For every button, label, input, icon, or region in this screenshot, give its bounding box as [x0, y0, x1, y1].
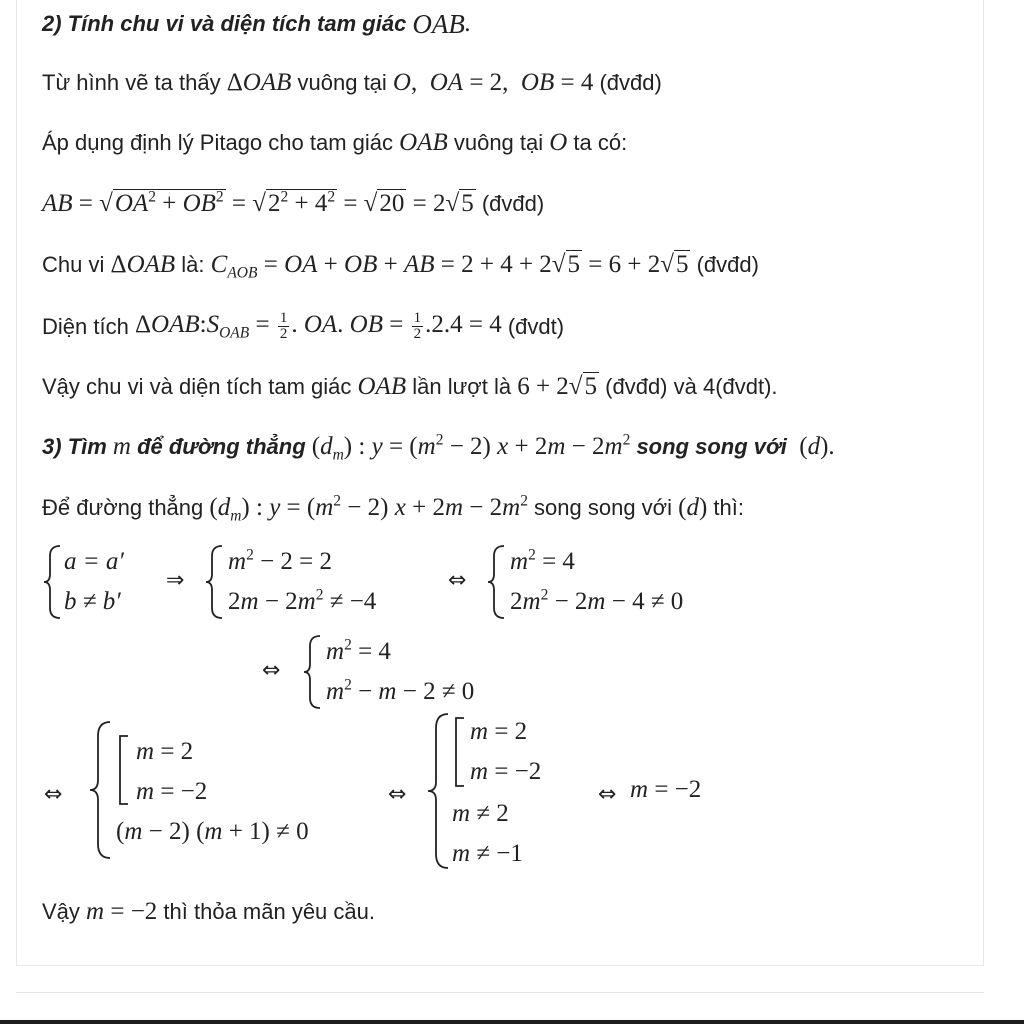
perimeter-formula: Chu vi ΔOAB là: $C_{AOB}$ = OA + OB + AB = 2 + 4 + 2√5 = 6 + 2√5 (đvđd) [42, 251, 759, 282]
equivalent-arrow: ⇔ [448, 568, 467, 593]
section-2-heading: 2) Tính chu vi và diện tích tam giác OAB . [42, 9, 472, 39]
separator-line [16, 992, 984, 993]
bracket-sys6 [452, 716, 466, 788]
system-6: m = 2 m = −2 [470, 718, 542, 785]
area-formula: Diện tích $\Delta OAB:S_{OAB}$ = $\frac{1}{2}$ . OA. OB = $\frac{1}{2}$ .2.4 = 4 (đvdt) [42, 310, 565, 342]
brace-sys4 [302, 634, 324, 710]
right-triangle-statement: Từ hình vẽ ta thấy ΔOAB vuông tại O, OA = 2, OB = 4 (đvđd) [42, 69, 662, 96]
pythagoras-statement: Áp dụng định lý Pitago cho tam giác OAB vuông tại O ta có: [42, 129, 628, 156]
section-3-heading: 3) Tìm m để đường thẳng $(d_m)$ : $y = (m^2 - 2) x + 2m - 2m^2$ song song với (d). [42, 431, 835, 464]
system-5-factor-row: (m − 2) (m + 1) ≠ 0 [116, 818, 309, 845]
system-4: $m^2 = 4$ $m^2 - m - 2 \ne 0$ [326, 636, 475, 705]
section-3-conclusion: Vậy m = −2 thì thỏa mãn yêu cầu. [42, 898, 375, 925]
system-3: $m^2 = 4$ $2m^2 - 2m - 4 \ne 0$ [510, 546, 684, 615]
sys1-row-1: a = a′ [64, 548, 124, 575]
brace-sys6 [426, 712, 452, 870]
ab-length-formula: AB = $√OA^2 + OB^2 = √2^2 + 4^2 = √20 = 2√5$ (đvđd) [42, 188, 545, 217]
bracket-sys5 [116, 734, 130, 806]
brace-sys2 [204, 544, 226, 620]
brace-sys1 [42, 544, 64, 620]
system-2: $m^2 - 2 = 2$ $2m - 2m^2 \ne -4$ [228, 546, 377, 615]
system-6-lower: m ≠ 2 m ≠ −1 [452, 800, 523, 867]
final-result: m = −2 [630, 776, 702, 803]
implies-arrow: ⇒ [166, 568, 185, 593]
brace-sys3 [486, 544, 508, 620]
equivalent-arrow: ⇔ [388, 782, 407, 807]
section-2-conclusion: Vậy chu vi và diện tích tam giác OAB lần lượt là 6 + 2√5 (đvđd) và 4(đvdt). [42, 373, 778, 400]
equivalent-arrow: ⇔ [598, 782, 617, 807]
sys1-row-2: b ≠ b′ [64, 588, 121, 615]
system-1 [64, 542, 124, 622]
system-5: m = 2 m = −2 [136, 738, 208, 805]
equivalent-arrow: ⇔ [262, 658, 281, 683]
brace-sys5 [88, 720, 114, 860]
bottom-bar [0, 1020, 1024, 1024]
parallel-condition-statement: Để đường thẳng $(d_m)$ : $y = (m^2 - 2) x + 2m - 2m^2$ song song với (d) thì: [42, 492, 744, 525]
equivalent-arrow: ⇔ [44, 782, 63, 807]
